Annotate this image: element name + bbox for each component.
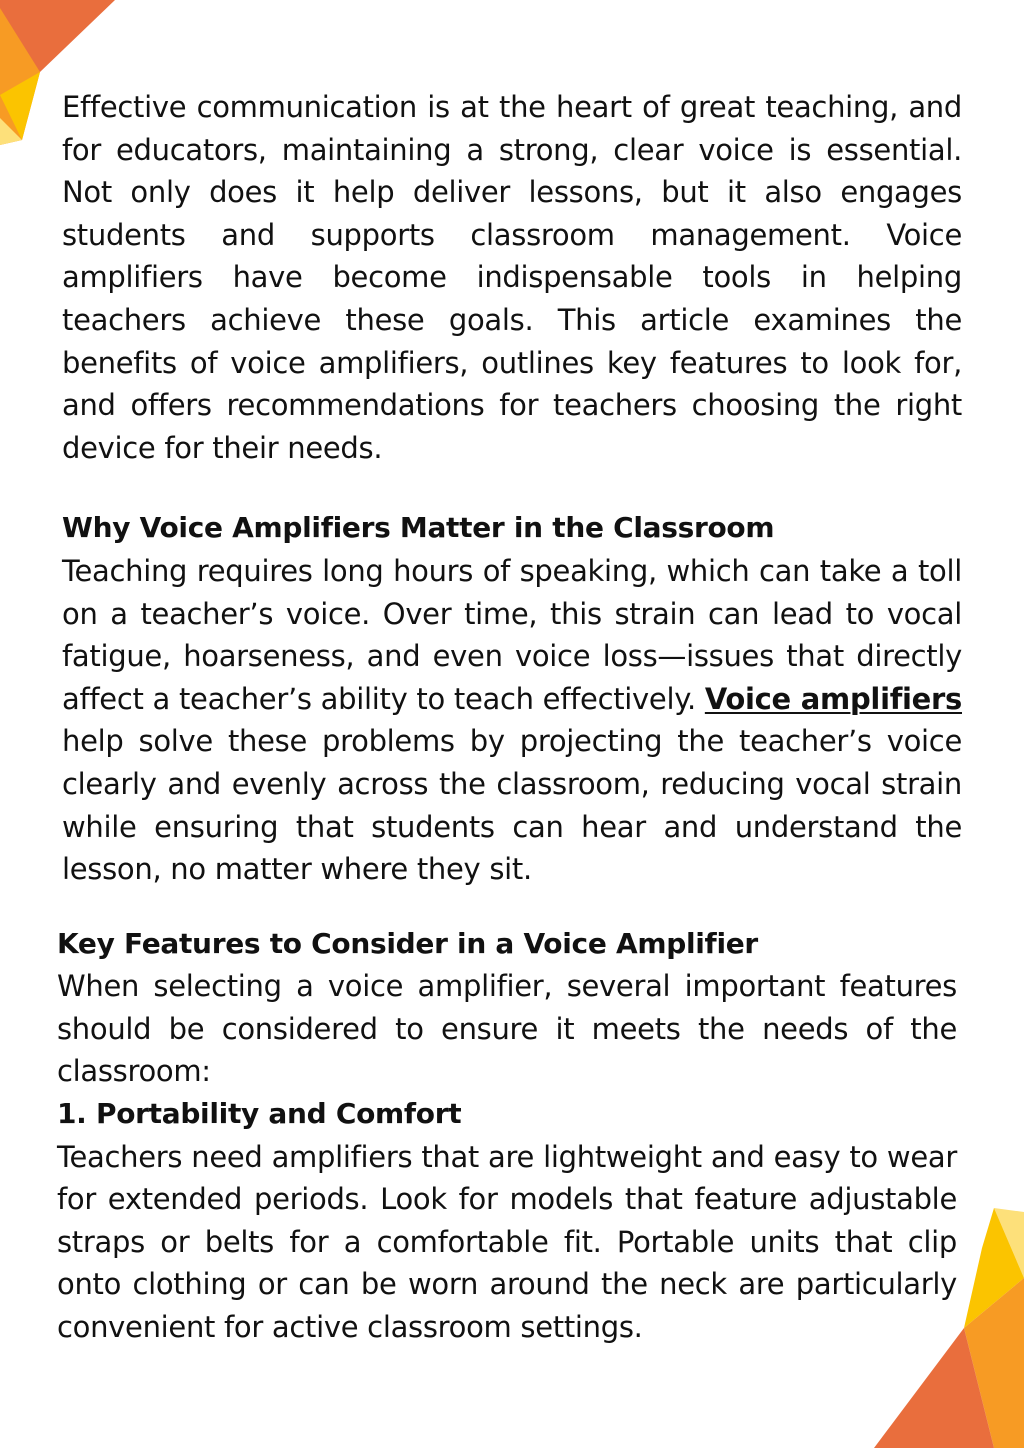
intro-section — [62, 86, 962, 469]
features-heading: Key Features to Consider in a Voice Amplifier — [57, 926, 758, 960]
why-text-after-link: help solve these problems by projecting the teacher’s voice clearly and evenly across the classroom, reducing vocal strain while ensuring that students can hear and understand the lesson, no matter where they sit. — [62, 724, 962, 887]
portability-subheading: 1. Portability and Comfort — [57, 1097, 462, 1131]
why-heading: Why Voice Amplifiers Matter in the Classroom — [62, 511, 775, 545]
features-section — [57, 923, 957, 1349]
why-paragraph — [62, 550, 962, 891]
intro-paragraph: Effective communication is at the heart of great teaching, and for educators, maintaining a strong, clear voice is essential. Not only does it help deliver lessons, but it also engages students and supports classroom management. Voice amplifiers have become indispensable tools in helping teachers achieve these goals. This article examines the benefits of voice amplifiers, outlines key features to look for, and offers recommendations for teachers choosing the right device for their needs. — [62, 90, 962, 465]
why-section — [62, 507, 962, 890]
voice-amplifiers-link[interactable]: Voice amplifiers — [704, 681, 962, 716]
article-body — [0, 86, 1024, 1349]
features-intro-paragraph: When selecting a voice amplifier, several important features should be considered to ensure it meets the needs of the classroom: — [57, 969, 957, 1089]
portability-paragraph: Teachers need amplifiers that are lightweight and easy to wear for extended periods. Look for models that feature adjustable straps or belts for a comfortable fit. Portable units that clip onto clothing or can be worn around the neck are particularly convenient for active classroom settings. — [57, 1139, 957, 1345]
why-text-before-link: Teaching requires long hours of speaking, which can take a toll on a teacher’s voice. Over time, this strain can lead to vocal fatigue, hoarseness, and even voice loss—issues that directly affect a teacher’s ability to teach effectively. — [62, 553, 962, 716]
